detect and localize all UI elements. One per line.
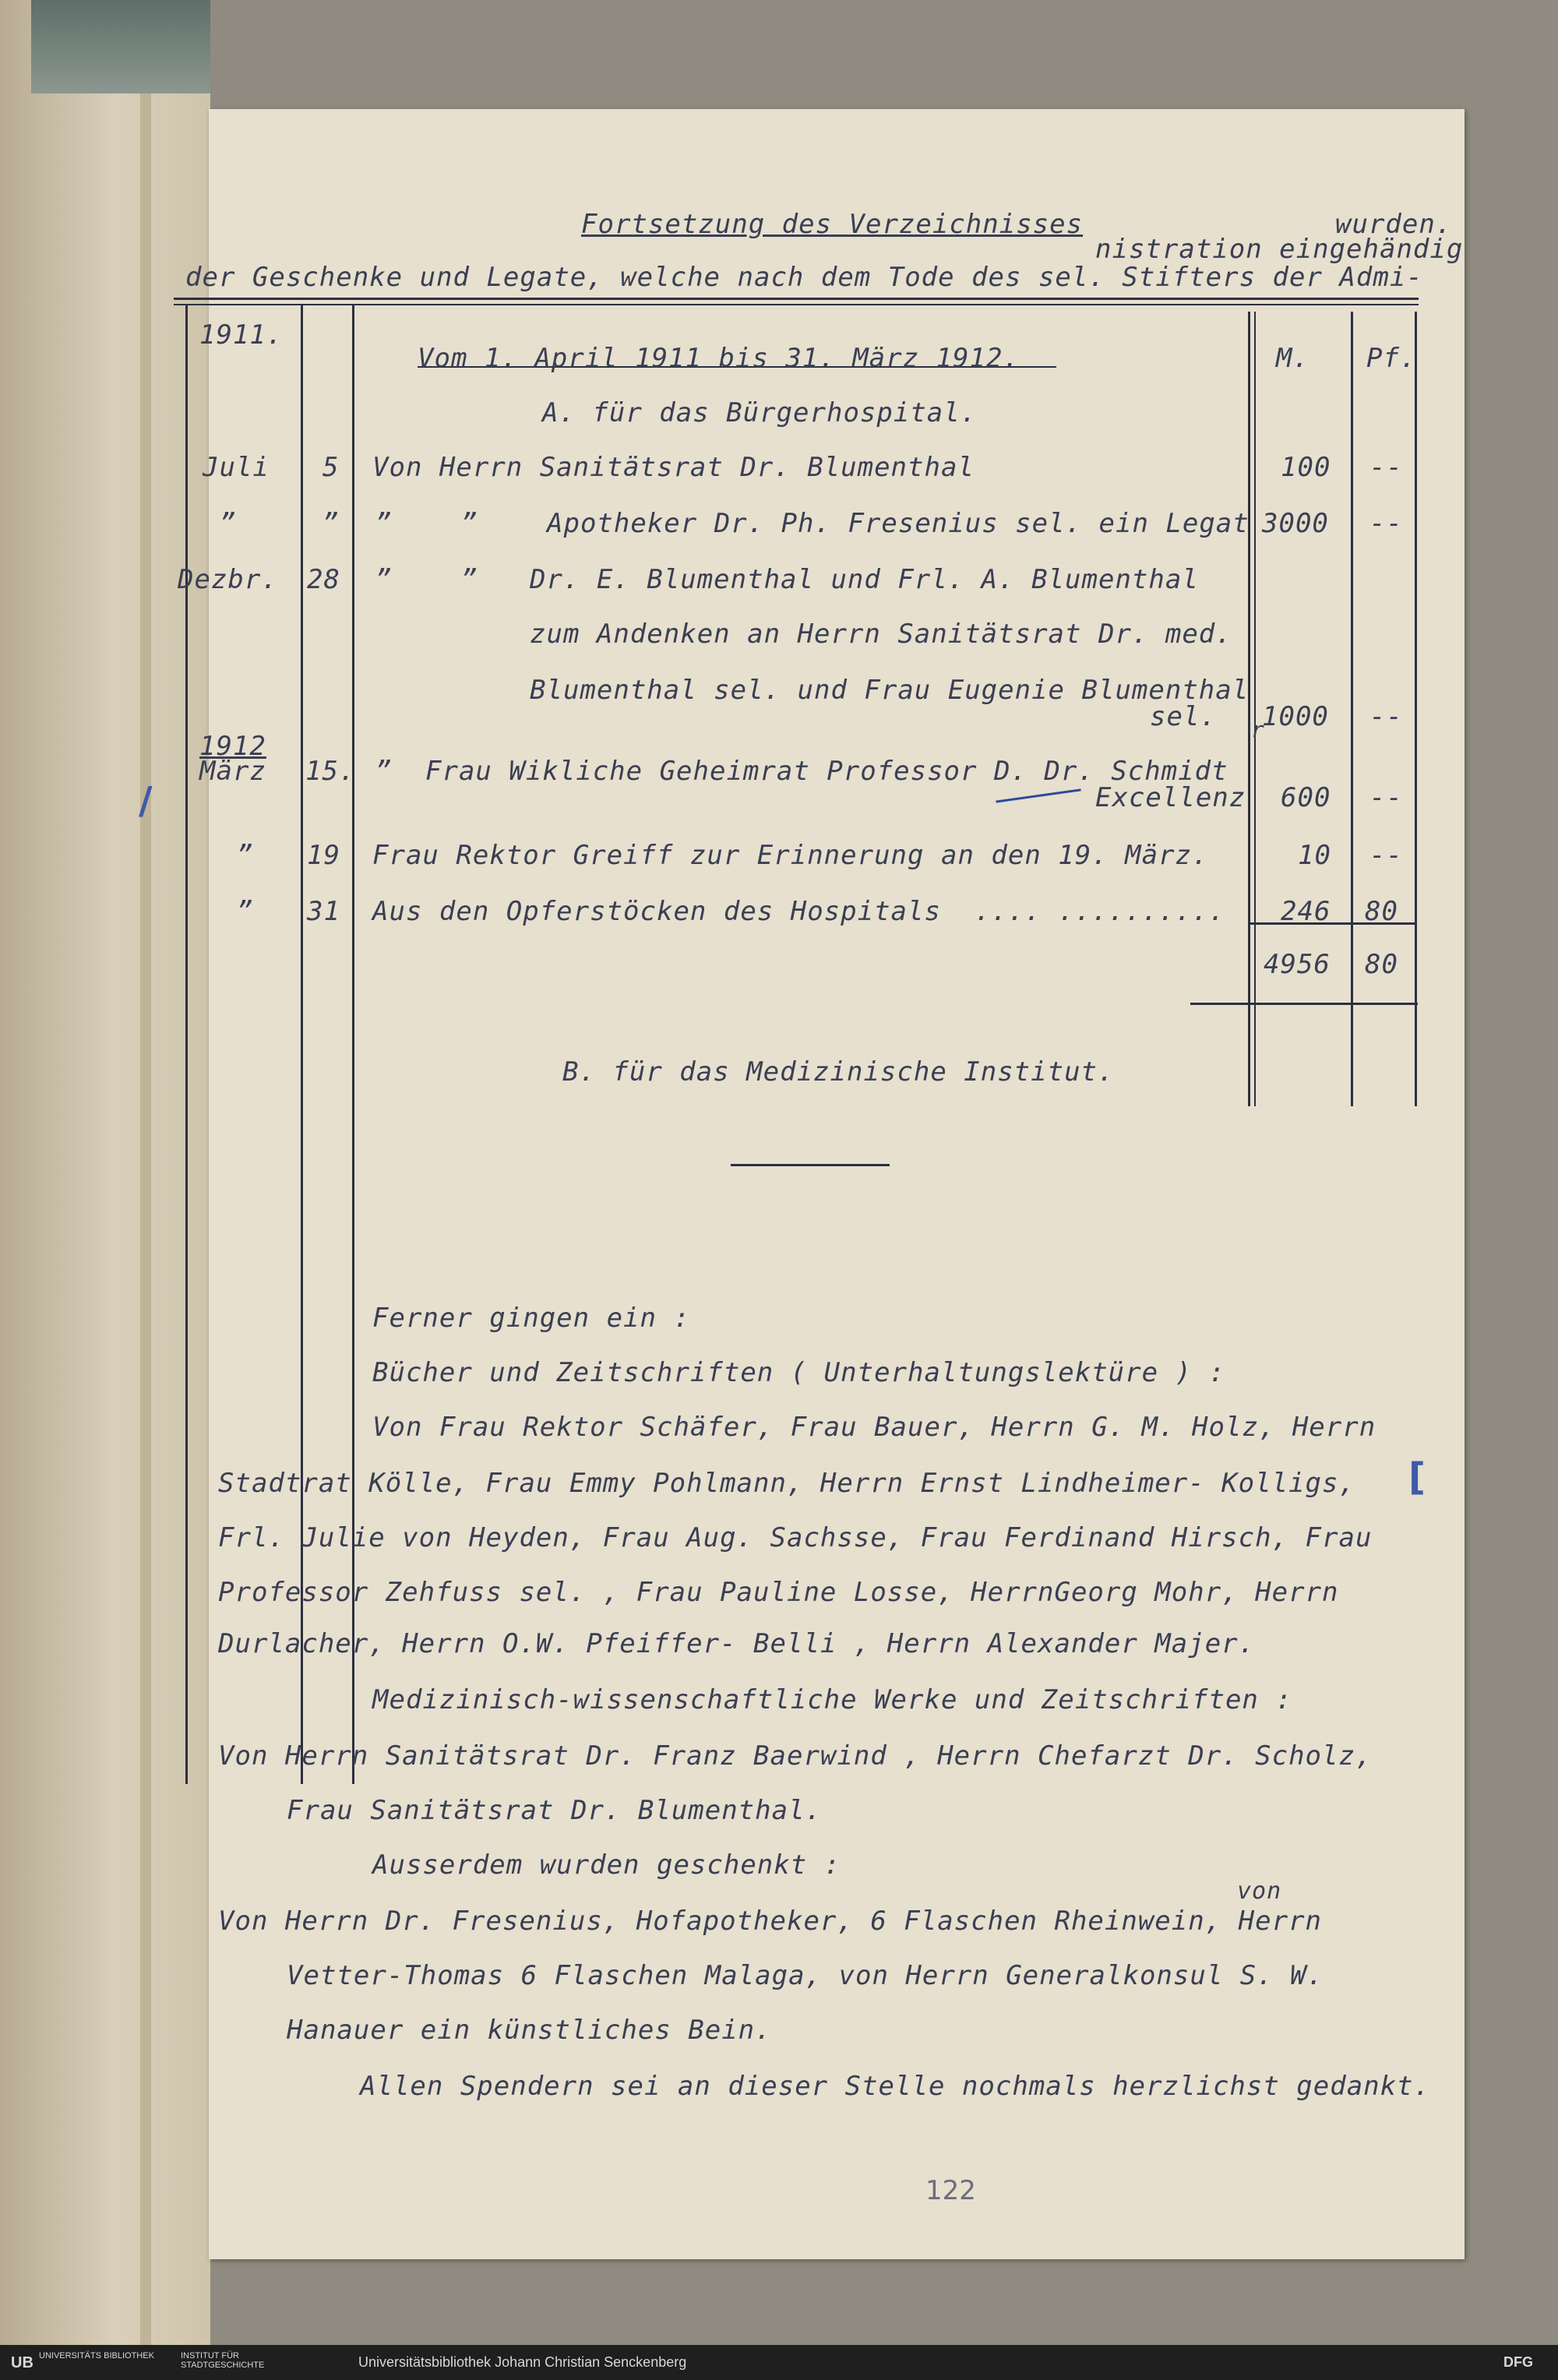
row-pf: 80 — [1365, 896, 1398, 927]
row-month-ditto: ” — [237, 840, 254, 871]
row-text: Frau Wikliche Geheimrat Professor D. Dr. Schmidt — [425, 756, 1228, 787]
col-header-mark: M. — [1276, 343, 1309, 374]
row-day: 5 — [323, 452, 340, 483]
blue-margin-mark: [ — [1408, 1455, 1426, 1499]
institut-logo-text: INSTITUT FÜR STADTGESCHICHTE — [181, 2351, 265, 2370]
total-mark: 4956 — [1264, 949, 1331, 980]
row-day: 31 — [307, 896, 340, 927]
row-mark: 1000 — [1262, 701, 1329, 732]
page-number: 122 — [925, 2175, 976, 2206]
ausserdem-heading: Ausserdem wurden geschenkt : — [372, 1849, 841, 1881]
heading-line3: der Geschenke und Legate, welche nach dem Tode des sel. Stifters der Admi- — [185, 262, 1423, 293]
row-mark: 10 — [1298, 840, 1331, 871]
row-mark: 100 — [1281, 452, 1331, 483]
donor-line: Stadtrat Kölle, Frau Emmy Pohlmann, Herrn Ernst Lindheimer- Kolligs, — [218, 1468, 1355, 1499]
row-mark: 3000 — [1262, 508, 1329, 539]
left-page-edge — [0, 0, 210, 2345]
row-text: zum Andenken an Herrn Sanitätsrat Dr. med. — [530, 619, 1232, 650]
med-line: Von Herrn Sanitätsrat Dr. Franz Baerwind , Herrn Chefarzt Dr. Scholz, — [218, 1740, 1373, 1772]
row-text: Blumenthal sel. und Frau Eugenie Blumenthal — [530, 675, 1250, 706]
row-text: Aus den Opferstöcken des Hospitals .... .......... — [372, 896, 1225, 927]
total-double-rule — [1190, 1003, 1418, 1005]
row-pf: -- — [1369, 508, 1403, 539]
row-day: 28 — [307, 564, 340, 595]
row-day-ditto: ” — [323, 508, 340, 539]
row-pf: -- — [1369, 782, 1403, 813]
document-page — [139, 109, 1465, 2259]
row-ditto-1: ” — [375, 756, 393, 787]
row-day: 19 — [307, 840, 340, 871]
pencil-underline — [996, 788, 1080, 802]
row-text: sel. — [1150, 701, 1217, 732]
row-ditto-1: ” — [375, 508, 393, 539]
row-text: Apotheker Dr. Ph. Fresenius sel. ein Legat — [547, 508, 1250, 539]
row-pf: -- — [1369, 701, 1403, 732]
col-rule-m-left — [1248, 312, 1250, 1106]
row-ditto-2: ” — [461, 508, 478, 539]
donor-line: Professor Zehfuss sel. , Frau Pauline Losse, HerrnGeorg Mohr, Herrn — [218, 1577, 1339, 1608]
col-rule-text — [352, 304, 354, 1784]
row-text: Dr. E. Blumenthal und Frl. A. Blumenthal — [530, 564, 1199, 595]
period-title: Vom 1. April 1911 bis 31. März 1912. — [418, 343, 1020, 374]
ub-logo: UB — [11, 2354, 33, 2371]
table-top-rule-2 — [174, 304, 1419, 305]
row-insert-r: r — [1251, 717, 1265, 742]
year-1912: 1912 — [199, 731, 266, 762]
section-separator — [731, 1164, 890, 1166]
page-fold — [140, 0, 151, 2345]
ferner-heading: Ferner gingen ein : — [372, 1303, 690, 1334]
section-a-title: A. für das Bürgerhospital. — [542, 397, 978, 428]
donor-line: Durlacher, Herrn O.W. Pfeiffer- Belli , Herrn Alexander Majer. — [218, 1628, 1256, 1659]
heading-line1-right: wurden. — [1335, 209, 1453, 240]
row-mark: 600 — [1281, 782, 1331, 813]
donor-line: Von Frau Rektor Schäfer, Frau Bauer, Herrn G. M. Holz, Herrn — [372, 1412, 1376, 1443]
col-rule-pf — [1351, 312, 1353, 1106]
donor-line: Frl. Julie von Heyden, Frau Aug. Sachsse, Frau Ferdinand Hirsch, Frau — [218, 1522, 1373, 1553]
row-day: 15. — [305, 756, 356, 787]
year-1911: 1911. — [199, 319, 284, 351]
von-insert: von — [1237, 1878, 1282, 1905]
library-name: Universitätsbibliothek Johann Christian Senckenberg — [358, 2354, 687, 2370]
row-text: Excellenz — [1095, 782, 1246, 813]
gift-line: Von Herrn Dr. Fresenius, Hofapotheker, 6 Flaschen Rheinwein, Herrn — [218, 1906, 1323, 1937]
row-ditto-1: ” — [375, 564, 393, 595]
heading-line2-right: nistration eingehändig — [1095, 234, 1464, 265]
ub-logo-text: UNIVERSITÄTS BIBLIOTHEK — [39, 2351, 154, 2361]
row-pf: -- — [1369, 452, 1403, 483]
total-pf: 80 — [1365, 949, 1398, 980]
row-month: Juli — [203, 452, 270, 483]
row-ditto-2: ” — [461, 564, 478, 595]
col-rule-day — [301, 304, 303, 1784]
row-pf: -- — [1369, 840, 1403, 871]
row-text: Frau Rektor Greiff zur Erinnerung an den 19. März. — [372, 840, 1209, 871]
med-heading: Medizinisch-wissenschaftliche Werke und Zeitschriften : — [372, 1684, 1292, 1715]
row-month: Dezbr. — [178, 564, 278, 595]
dfg-logo: DFG — [1503, 2354, 1533, 2370]
med-line: Frau Sanitätsrat Dr. Blumenthal. — [287, 1795, 823, 1826]
gift-line: Hanauer ein künstliches Bein. — [287, 2015, 772, 2046]
col-rule-m-left-2 — [1254, 312, 1256, 1106]
section-b-title: B. für das Medizinische Institut. — [562, 1056, 1115, 1088]
book-cover-strip — [31, 0, 210, 93]
buecher-heading: Bücher und Zeitschriften ( Unterhaltungslektüre ) : — [372, 1357, 1225, 1388]
row-month-ditto: ” — [220, 508, 237, 539]
row-text: Von Herrn Sanitätsrat Dr. Blumenthal — [372, 452, 975, 483]
table-top-rule — [174, 298, 1419, 300]
row-mark: 246 — [1281, 896, 1331, 927]
heading-line1: Fortsetzung des Verzeichnisses — [581, 209, 1084, 240]
gift-line: Vetter-Thomas 6 Flaschen Malaga, von Herrn Generalkonsul S. W. — [287, 1960, 1324, 1991]
col-rule-right — [1415, 312, 1417, 1106]
col-rule-month — [185, 304, 188, 1784]
footer-bar — [0, 2345, 1558, 2380]
col-header-pf: Pf. — [1366, 343, 1417, 374]
row-month: März — [199, 756, 266, 787]
blue-margin-mark: / — [139, 779, 153, 823]
row-month-ditto: ” — [237, 896, 254, 927]
thanks-line: Allen Spendern sei an dieser Stelle nochmals herzlichst gedankt. — [360, 2071, 1431, 2102]
